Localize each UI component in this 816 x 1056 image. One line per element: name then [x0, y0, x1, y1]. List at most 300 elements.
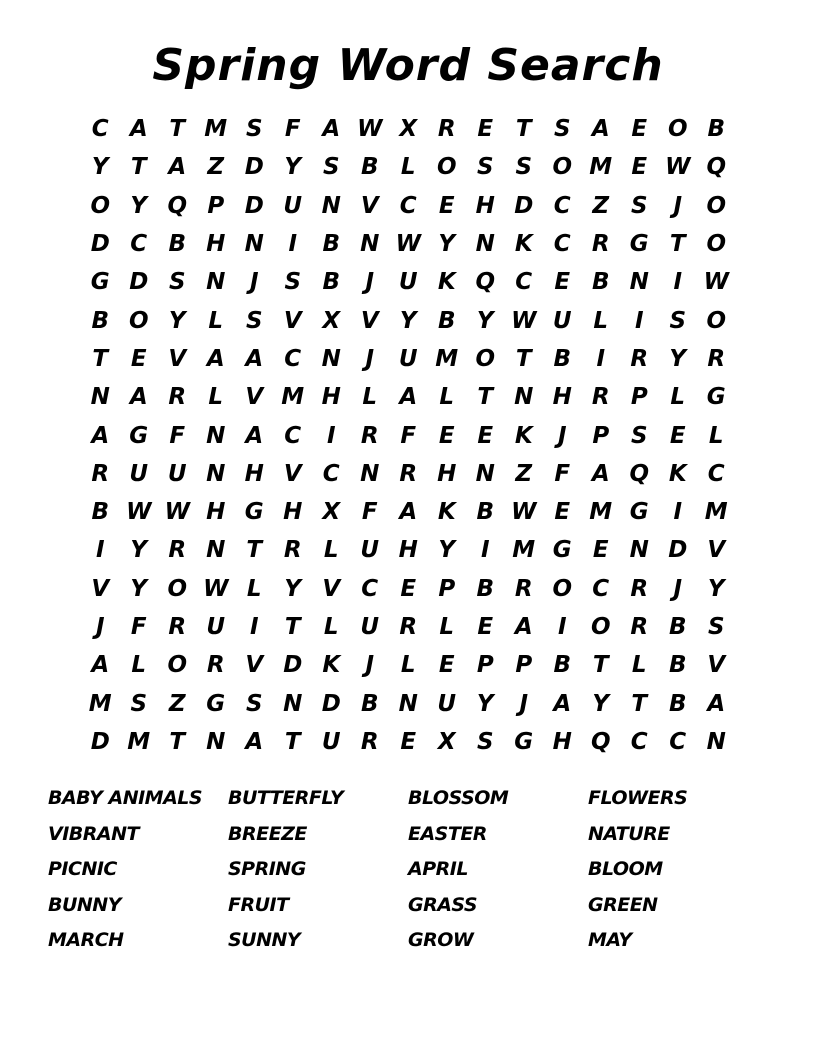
- grid-letter: J: [557, 422, 567, 449]
- grid-letter: O: [706, 307, 727, 334]
- grid-letter: N: [206, 460, 226, 487]
- word-list: [48, 782, 768, 960]
- grid-letter: R: [399, 460, 418, 487]
- grid-letter: W: [511, 307, 537, 334]
- grid-letter: B: [591, 269, 610, 296]
- grid-letter: U: [398, 345, 418, 372]
- grid-letter: C: [91, 116, 109, 143]
- grid-letter: Y: [438, 537, 456, 564]
- grid-letter: L: [400, 154, 416, 181]
- grid-letter: A: [514, 614, 533, 640]
- grid-letter: C: [361, 575, 379, 602]
- grid-letter: R: [707, 345, 726, 372]
- grid-letter: P: [592, 422, 610, 449]
- grid-letter: M: [88, 690, 112, 717]
- grid-letter: I: [673, 499, 683, 526]
- grid-letter: Z: [207, 154, 225, 181]
- grid-letter: V: [360, 192, 379, 219]
- grid-letter: R: [514, 575, 533, 602]
- grid-letter: M: [589, 499, 613, 526]
- grid-letter: M: [281, 384, 305, 411]
- grid-letter: Q: [590, 728, 611, 755]
- grid-letter: U: [283, 192, 303, 219]
- word-list-item: BABY ANIMALS: [48, 787, 203, 809]
- grid-letter: G: [552, 537, 572, 564]
- grid-letter: V: [322, 575, 341, 602]
- grid-letter: M: [512, 537, 536, 564]
- grid-letter: C: [592, 575, 610, 602]
- grid-letter: T: [284, 614, 301, 640]
- grid-letter: E: [554, 499, 571, 526]
- grid-letter: N: [321, 192, 341, 219]
- word-list-item: NATURE: [588, 822, 670, 845]
- grid-letter: V: [360, 307, 379, 334]
- grid-letter: W: [357, 116, 383, 143]
- grid-letter: V: [283, 307, 302, 334]
- grid-letter: B: [668, 652, 687, 679]
- grid-letter: V: [707, 537, 726, 564]
- grid-letter: S: [322, 154, 340, 181]
- letter-grid: [81, 110, 735, 761]
- grid-letter: N: [706, 728, 726, 755]
- grid-letter: R: [630, 345, 649, 372]
- grid-letter: B: [553, 652, 572, 679]
- grid-letter: J: [519, 690, 529, 717]
- grid-letter: H: [398, 537, 418, 564]
- grid-letter: Y: [284, 575, 302, 602]
- grid-letter: I: [326, 422, 336, 449]
- grid-letter: G: [629, 499, 649, 526]
- grid-letter: O: [706, 231, 727, 258]
- grid-letter: I: [596, 345, 606, 372]
- grid-letter: O: [128, 307, 149, 334]
- grid-letter: A: [399, 499, 418, 526]
- grid-letter: A: [206, 345, 225, 372]
- grid-letter: V: [168, 345, 187, 372]
- grid-letter: C: [399, 192, 417, 219]
- grid-letter: T: [92, 345, 109, 372]
- grid-letter: R: [168, 614, 187, 640]
- grid-letter: B: [91, 499, 110, 526]
- grid-letter: U: [206, 614, 226, 640]
- grid-letter: N: [206, 537, 226, 564]
- grid-letter: Y: [130, 192, 148, 219]
- grid-letter: O: [167, 652, 188, 679]
- grid-letter: A: [707, 690, 726, 717]
- grid-letter: A: [591, 116, 610, 143]
- word-list-item: BLOSSOM: [408, 787, 509, 809]
- grid-letter: H: [283, 499, 303, 526]
- grid-letter: Y: [130, 537, 148, 564]
- grid-letter: S: [669, 307, 687, 334]
- grid-letter: J: [249, 269, 259, 296]
- grid-letter: R: [399, 614, 418, 640]
- grid-letter: Y: [284, 154, 302, 181]
- grid-letter: D: [129, 269, 149, 296]
- grid-letter: L: [131, 652, 147, 679]
- word-list-item: FRUIT: [228, 893, 289, 916]
- grid-letter: A: [129, 116, 148, 143]
- grid-letter: B: [668, 614, 687, 640]
- grid-letter: K: [514, 422, 533, 449]
- grid-letter: N: [90, 384, 110, 411]
- word-list-item: GROW: [408, 929, 474, 951]
- grid-letter: O: [167, 575, 188, 602]
- grid-letter: R: [283, 537, 302, 564]
- grid-letter: B: [476, 575, 495, 602]
- grid-letter: D: [668, 537, 688, 564]
- grid-letter: J: [365, 652, 375, 679]
- grid-letter: T: [246, 537, 263, 564]
- grid-letter: I: [634, 307, 644, 334]
- grid-letter: R: [591, 231, 610, 258]
- grid-letter: D: [244, 192, 264, 219]
- grid-letter: C: [553, 192, 571, 219]
- grid-letter: L: [439, 384, 455, 411]
- grid-letter: G: [706, 384, 726, 411]
- grid-letter: O: [667, 116, 688, 143]
- grid-letter: V: [245, 384, 264, 411]
- grid-letter: L: [708, 422, 724, 449]
- grid-letter: B: [553, 345, 572, 372]
- grid-letter: Z: [592, 192, 610, 219]
- grid-letter: H: [552, 728, 572, 755]
- grid-letter: U: [437, 690, 457, 717]
- grid-letter: N: [206, 422, 226, 449]
- word-list-item: BREEZE: [228, 822, 307, 845]
- grid-letter: P: [476, 652, 494, 679]
- grid-letter: A: [553, 690, 572, 717]
- grid-letter: H: [552, 384, 572, 411]
- grid-letter: E: [438, 422, 455, 449]
- grid-letter: E: [438, 652, 455, 679]
- grid-letter: T: [477, 384, 494, 411]
- grid-letter: G: [514, 728, 534, 755]
- grid-letter: M: [704, 499, 728, 526]
- grid-letter: R: [168, 384, 187, 411]
- grid-letter: S: [630, 192, 648, 219]
- grid-letter: U: [360, 537, 380, 564]
- grid-letter: F: [554, 460, 571, 487]
- grid-letter: B: [322, 231, 341, 258]
- grid-letter: A: [322, 116, 341, 143]
- grid-letter: W: [395, 231, 421, 258]
- grid-letter: T: [169, 728, 186, 755]
- grid-letter: K: [514, 231, 533, 258]
- grid-letter: E: [592, 537, 609, 564]
- grid-letter: P: [438, 575, 456, 602]
- grid-letter: N: [475, 460, 495, 487]
- grid-letter: S: [245, 690, 263, 717]
- grid-letter: B: [360, 154, 379, 181]
- grid-letter: U: [398, 269, 418, 296]
- word-list-item: BUTTERFLY: [228, 787, 344, 809]
- grid-letter: J: [365, 345, 375, 372]
- grid-letter: L: [362, 384, 378, 411]
- grid-letter: C: [284, 345, 302, 372]
- grid-letter: D: [321, 690, 341, 717]
- grid-letter: M: [589, 154, 613, 181]
- grid-letter: F: [169, 422, 186, 449]
- grid-letter: I: [95, 537, 105, 564]
- grid-letter: R: [206, 652, 225, 679]
- grid-letter: B: [668, 690, 687, 717]
- grid-letter: G: [90, 269, 110, 296]
- grid-letter: O: [552, 575, 573, 602]
- grid-letter: J: [673, 192, 683, 219]
- grid-letter: A: [245, 422, 264, 449]
- grid-letter: N: [321, 345, 341, 372]
- grid-letter: U: [552, 307, 572, 334]
- grid-letter: S: [245, 116, 263, 143]
- word-list-item: MARCH: [48, 929, 124, 951]
- grid-letter: Z: [515, 460, 533, 487]
- grid-letter: N: [206, 269, 226, 296]
- grid-letter: I: [288, 231, 298, 258]
- grid-letter: C: [284, 422, 302, 449]
- grid-letter: S: [707, 614, 725, 640]
- grid-letter: R: [437, 116, 456, 143]
- grid-letter: T: [130, 154, 147, 181]
- grid-letter: K: [322, 652, 341, 679]
- grid-letter: W: [703, 269, 729, 296]
- grid-letter: Y: [130, 575, 148, 602]
- grid-letter: Y: [476, 307, 494, 334]
- grid-letter: H: [206, 499, 226, 526]
- grid-letter: S: [630, 422, 648, 449]
- grid-letter: Y: [168, 307, 186, 334]
- grid-letter: O: [436, 154, 457, 181]
- grid-letter: A: [245, 728, 264, 755]
- grid-letter: S: [284, 269, 302, 296]
- grid-letter: L: [246, 575, 262, 602]
- grid-letter: Y: [707, 575, 725, 602]
- grid-letter: F: [400, 422, 417, 449]
- grid-letter: D: [90, 231, 110, 258]
- grid-letter: T: [631, 690, 648, 717]
- grid-letter: H: [321, 384, 341, 411]
- grid-letter: O: [90, 192, 111, 219]
- grid-letter: S: [476, 154, 494, 181]
- grid-letter: F: [284, 116, 301, 143]
- grid-letter: B: [476, 499, 495, 526]
- grid-letter: W: [511, 499, 537, 526]
- grid-letter: K: [668, 460, 687, 487]
- page-title: Spring Word Search: [152, 40, 664, 91]
- grid-letter: L: [400, 652, 416, 679]
- grid-letter: S: [553, 116, 571, 143]
- grid-letter: V: [245, 652, 264, 679]
- grid-letter: B: [168, 231, 187, 258]
- grid-letter: N: [514, 384, 534, 411]
- word-list-item: SUNNY: [228, 929, 301, 951]
- grid-letter: Y: [399, 307, 417, 334]
- grid-letter: I: [557, 614, 567, 640]
- grid-letter: V: [283, 460, 302, 487]
- grid-letter: B: [437, 307, 456, 334]
- grid-letter: N: [629, 537, 649, 564]
- grid-letter: K: [437, 269, 456, 296]
- grid-letter: X: [437, 728, 456, 755]
- grid-letter: H: [244, 460, 264, 487]
- grid-letter: Q: [167, 192, 188, 219]
- grid-letter: D: [90, 728, 110, 755]
- grid-letter: T: [284, 728, 301, 755]
- grid-letter: N: [206, 728, 226, 755]
- grid-letter: B: [91, 307, 110, 334]
- grid-letter: R: [91, 460, 110, 487]
- grid-letter: W: [126, 499, 152, 526]
- grid-letter: S: [130, 690, 148, 717]
- grid-letter: L: [670, 384, 686, 411]
- grid-letter: N: [283, 690, 303, 717]
- grid-letter: M: [435, 345, 459, 372]
- grid-letter: E: [669, 422, 686, 449]
- grid-letter: Z: [168, 690, 186, 717]
- word-list-item: GREEN: [588, 893, 658, 916]
- grid-letter: C: [553, 231, 571, 258]
- grid-letter: R: [630, 575, 649, 602]
- grid-letter: Q: [706, 154, 727, 181]
- grid-letter: W: [665, 154, 691, 181]
- grid-letter: R: [168, 537, 187, 564]
- grid-letter: V: [91, 575, 110, 602]
- grid-letter: Y: [669, 345, 687, 372]
- grid-letter: B: [707, 116, 726, 143]
- grid-letter: V: [707, 652, 726, 679]
- grid-letter: G: [629, 231, 649, 258]
- grid-letter: L: [439, 614, 455, 640]
- grid-letter: N: [244, 231, 264, 258]
- grid-letter: N: [360, 231, 380, 258]
- grid-letter: E: [400, 575, 417, 602]
- word-list-item: BUNNY: [48, 893, 121, 916]
- grid-letter: C: [130, 231, 148, 258]
- grid-letter: O: [590, 614, 611, 640]
- word-list-item: VIBRANT: [48, 822, 139, 845]
- grid-letter: H: [437, 460, 457, 487]
- grid-letter: L: [593, 307, 609, 334]
- grid-letter: E: [477, 614, 494, 640]
- grid-letter: Q: [475, 269, 496, 296]
- grid-letter: M: [204, 116, 228, 143]
- grid-letter: Y: [91, 154, 109, 181]
- grid-letter: U: [129, 460, 149, 487]
- grid-letter: A: [591, 460, 610, 487]
- grid-letter: E: [477, 116, 494, 143]
- grid-letter: T: [515, 116, 532, 143]
- grid-letter: F: [361, 499, 378, 526]
- grid-letter: D: [514, 192, 534, 219]
- grid-letter: I: [480, 537, 490, 564]
- word-list-item: BLOOM: [588, 858, 663, 880]
- grid-letter: A: [399, 384, 418, 411]
- word-list-item: SPRING: [228, 858, 306, 880]
- grid-letter: C: [707, 460, 725, 487]
- grid-letter: A: [168, 154, 187, 181]
- grid-letter: T: [169, 116, 186, 143]
- grid-letter: T: [669, 231, 686, 258]
- grid-letter: B: [322, 269, 341, 296]
- grid-letter: O: [706, 192, 727, 219]
- grid-letter: M: [127, 728, 151, 755]
- grid-letter: P: [515, 652, 533, 679]
- grid-letter: N: [629, 269, 649, 296]
- grid-letter: X: [322, 307, 341, 334]
- grid-letter: T: [515, 345, 532, 372]
- grid-letter: C: [515, 269, 533, 296]
- grid-letter: W: [203, 575, 229, 602]
- grid-letter: A: [91, 422, 110, 449]
- grid-letter: K: [437, 499, 456, 526]
- grid-letter: X: [399, 116, 418, 143]
- grid-letter: S: [168, 269, 186, 296]
- grid-letter: Q: [629, 460, 650, 487]
- grid-letter: A: [245, 345, 264, 372]
- grid-letter: G: [129, 422, 149, 449]
- grid-letter: C: [630, 728, 648, 755]
- word-list-item: PICNIC: [48, 858, 117, 880]
- grid-letter: B: [360, 690, 379, 717]
- grid-letter: J: [673, 575, 683, 602]
- grid-letter: E: [631, 154, 648, 181]
- grid-letter: R: [360, 728, 379, 755]
- grid-letter: A: [129, 384, 148, 411]
- grid-letter: G: [206, 690, 226, 717]
- word-list-item: APRIL: [408, 858, 468, 880]
- grid-letter: U: [360, 614, 380, 640]
- grid-letter: C: [322, 460, 340, 487]
- grid-letter: Y: [592, 690, 610, 717]
- grid-letter: R: [630, 614, 649, 640]
- grid-letter: Y: [438, 231, 456, 258]
- grid-letter: E: [400, 728, 417, 755]
- grid-letter: I: [673, 269, 683, 296]
- grid-letter: P: [207, 192, 225, 219]
- grid-letter: L: [323, 614, 339, 640]
- grid-letter: E: [438, 192, 455, 219]
- grid-letter: E: [631, 116, 648, 143]
- grid-letter: J: [95, 614, 105, 640]
- grid-letter: C: [669, 728, 687, 755]
- grid-letter: N: [398, 690, 418, 717]
- grid-letter: O: [475, 345, 496, 372]
- grid-letter: N: [360, 460, 380, 487]
- grid-letter: N: [475, 231, 495, 258]
- grid-letter: E: [130, 345, 147, 372]
- grid-letter: X: [322, 499, 341, 526]
- grid-letter: F: [130, 614, 147, 640]
- grid-letter: L: [323, 537, 339, 564]
- grid-letter: L: [208, 384, 224, 411]
- grid-letter: W: [164, 499, 190, 526]
- grid-letter: S: [515, 154, 533, 181]
- grid-letter: L: [208, 307, 224, 334]
- grid-letter: P: [630, 384, 648, 411]
- word-list-item: FLOWERS: [588, 787, 688, 809]
- grid-letter: H: [206, 231, 226, 258]
- grid-letter: J: [365, 269, 375, 296]
- grid-letter: S: [476, 728, 494, 755]
- word-list-item: MAY: [588, 929, 632, 951]
- grid-letter: E: [477, 422, 494, 449]
- grid-letter: U: [321, 728, 341, 755]
- grid-letter: O: [552, 154, 573, 181]
- grid-letter: I: [249, 614, 259, 640]
- grid-letter: Y: [476, 690, 494, 717]
- grid-letter: E: [554, 269, 571, 296]
- grid-letter: S: [245, 307, 263, 334]
